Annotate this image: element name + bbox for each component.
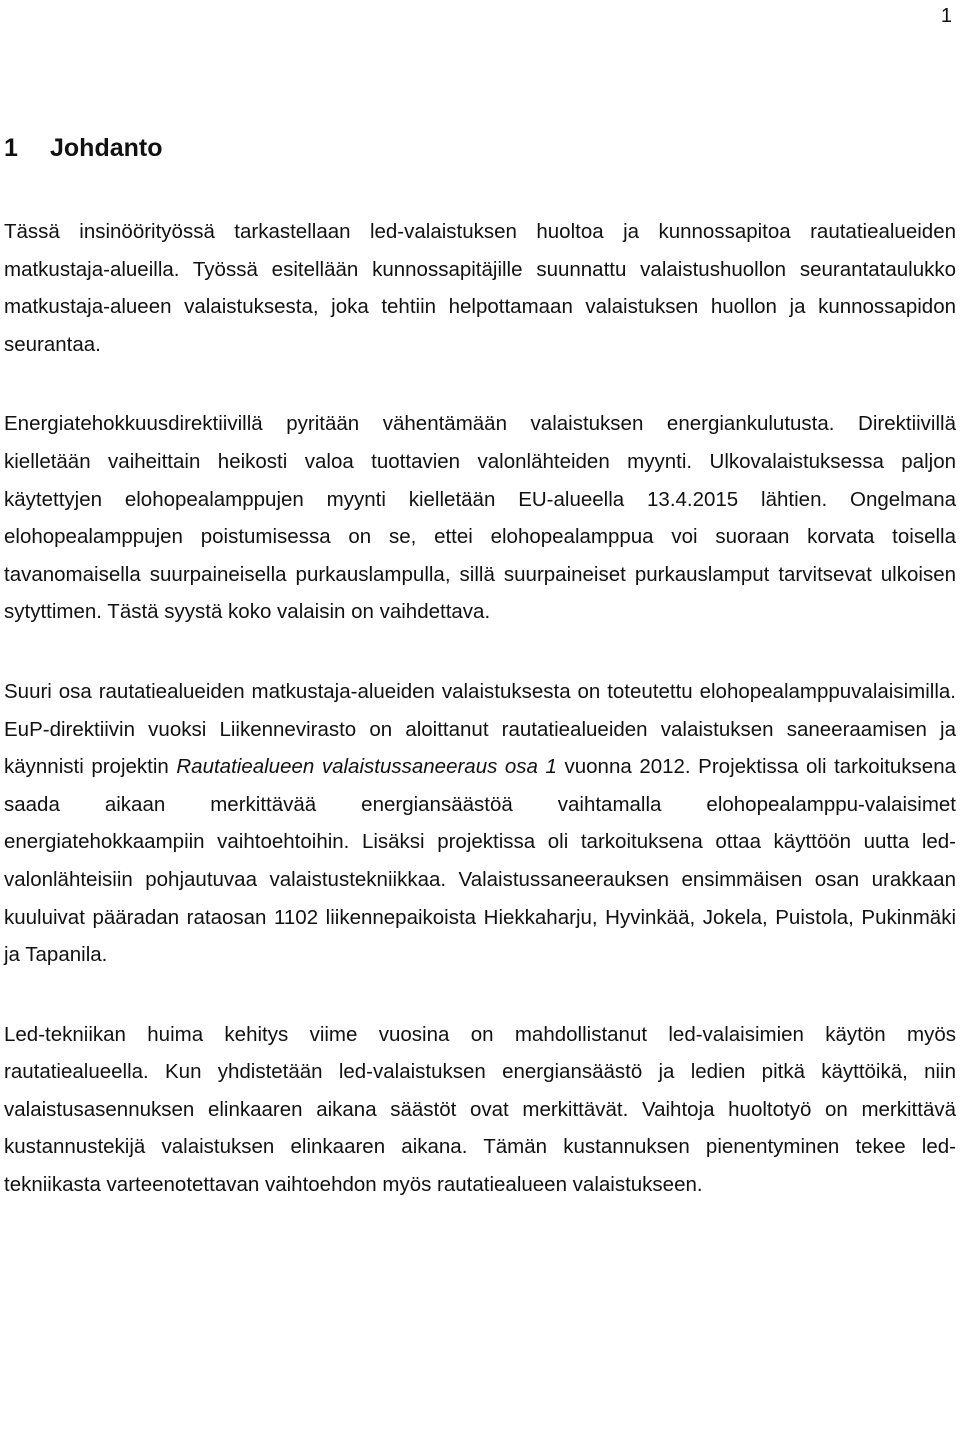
body-text bbox=[4, 213, 956, 1246]
section-number: 1 bbox=[4, 134, 18, 162]
paragraph-led: Led-tekniikan huima kehitys viime vuosina on mahdollistanut led-valaisimien käytön myös rautatiealueella. Kun yhdistetään led-valaistuksen energiansäästö ja ledien pitkä käyttöikä, niin valaistusasennuksen elinkaaren aikana säästöt ovat merkittävät. Vaihtoja huoltotyö on merkittävä kustannustekijä valaistuksen elinkaaren aikana. Tämän kustannuksen pienentyminen tekee led-tekniikasta varteenotettavan vaihtoehdon myös rautatiealueen valaistukseen. bbox=[4, 1022, 956, 1197]
page-number: 1 bbox=[940, 5, 952, 27]
paragraph-directive: Energiatehokkuusdirektiivillä pyritään vähentämään valaistuksen energiankulutusta. Direktiivillä kielletään vaiheittain heikosti valoa tuottavien valonlähteiden myynti. Ulkovalaistuksessa paljon käytettyjen elohopealamppujen myynti kielletään EU-alueella 13.4.2015 lähtien. Ongelmana elohopealamppujen poistumisessa on se, ettei elohopealamppua voi suoraan korvata toisella tavanomaisella suurpaineisella purkauslampulla, sillä suurpaineiset purkauslamput tarvitsevat ulkoisen sytyttimen. Tästä syystä koko valaisin on vaihdettava. bbox=[4, 412, 956, 624]
paragraph-intro: Tässä insinöörityössä tarkastellaan led-valaistuksen huoltoa ja kunnossapitoa rautatiealueiden matkustaja-alueilla. Työssä esitellään kunnossapitäjille suunnattu valaistushuollon seurantataulukko matkustaja-alueen valaistuksesta, joka tehtiin helpottamaan valaistuksen huollon ja kunnossapidon seurantaa. bbox=[4, 220, 956, 356]
paragraph-project bbox=[4, 673, 956, 974]
paragraph-project-start: Suuri osa rautatiealueiden matkustaja-alueiden valaistuksesta on toteutettu elohopealamppuvalaisimilla. EuP-direktiivin vuoksi Liikennevirasto on aloittanut rautatiealueiden valaistuksen saneeraamisen ja käynnisti projektin bbox=[4, 679, 956, 779]
section-title: Johdanto bbox=[50, 134, 163, 162]
paragraph-project-end: vuonna 2012. Projektissa oli tarkoituksena saada aikaan merkittävää energiansäästöä vaihtamalla elohopealamppu-valaisimet energiatehokkaampiin vaihtoehtoihin. Lisäksi projektissa oli tarkoituksena ottaa käyttöön uutta led-valonlähteisiin pohjautuvaa valaistustekniikkaa. Valaistussaneerauksen ensimmäisen osan urakkaan kuuluivat pääradan rataosan 1102 liikennepaikoista Hiekkaharju, Hyvinkää, Jokela, Puistola, Pukinmäki ja Tapanila. bbox=[4, 755, 957, 967]
section-heading bbox=[4, 132, 163, 164]
project-name: Rautatiealueen valaistussaneeraus osa 1 bbox=[176, 755, 557, 779]
